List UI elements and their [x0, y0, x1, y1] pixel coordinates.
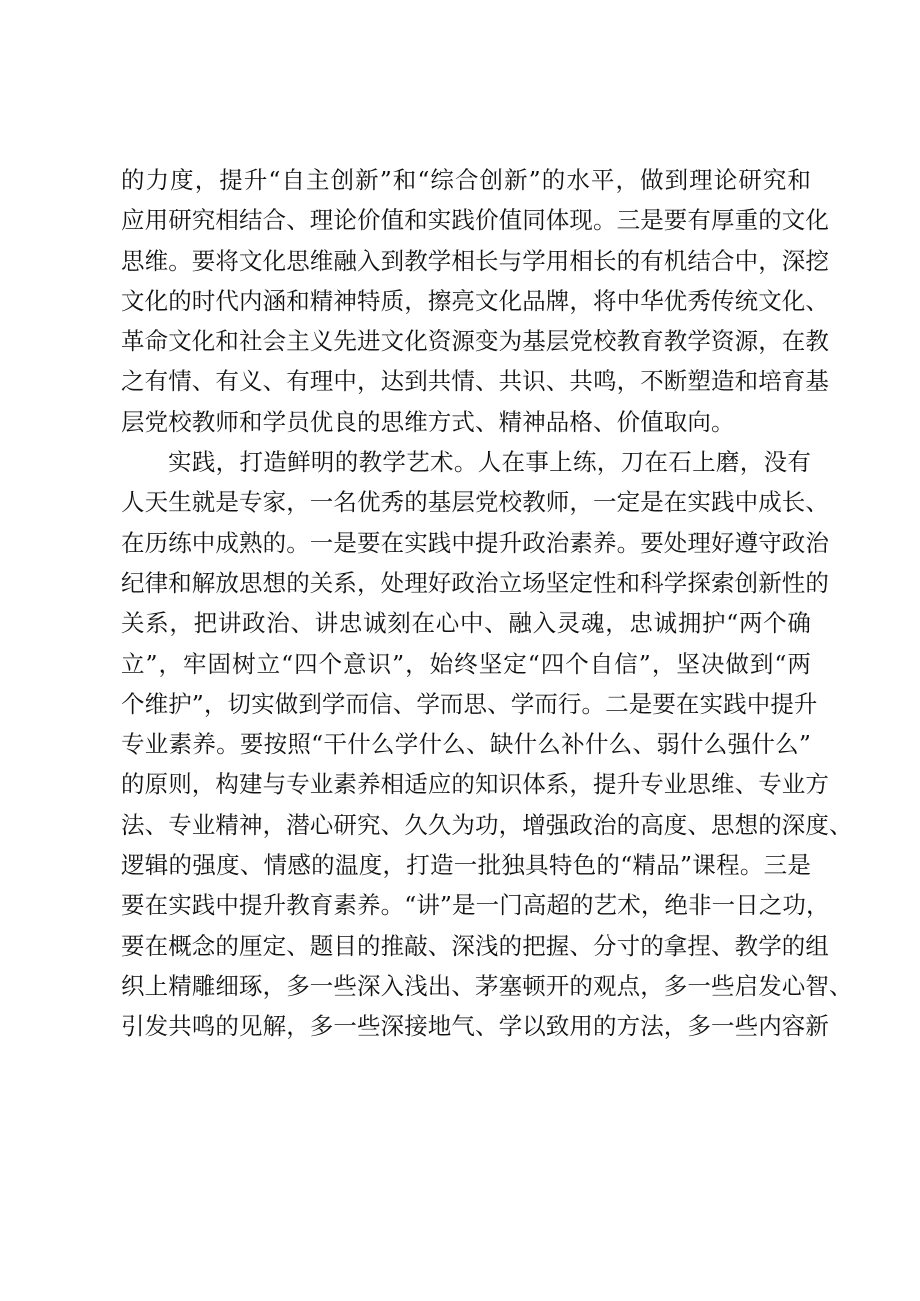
- text-line: 立”，牢固树立“四个意识”，始终坚定“四个自信”，坚决做到“两: [121, 649, 811, 678]
- text-line: 逻辑的强度、情感的温度，打造一批独具特色的“精品”课程。三是: [121, 851, 811, 880]
- text-line: 实践，打造鲜明的教学艺术。人在事上练，刀在石上磨，没有: [168, 448, 811, 477]
- text-line: 关系，把讲政治、讲忠诚刻在心中、融入灵魂，忠诚拥护“两个确: [121, 609, 811, 638]
- paragraph-2: [121, 442, 853, 1046]
- text-line: 人天生就是专家，一名优秀的基层党校教师，一定是在实践中成长、: [121, 488, 829, 517]
- text-line: 引发共鸣的见解，多一些深接地气、学以致用的方法，多一些内容新: [121, 1012, 829, 1041]
- text-line: 之有情、有义、有理中，达到共情、共识、共鸣，不断塑造和培育基: [121, 367, 829, 396]
- text-line: 要在概念的厘定、题目的推敲、深浅的把握、分寸的拿捏、教学的组: [121, 931, 829, 960]
- text-line: 在历练中成熟的。一是要在实践中提升政治素养。要处理好遵守政治: [121, 528, 829, 557]
- text-line: 织上精雕细琢，多一些深入浅出、茅塞顿开的观点，多一些启发心智、: [121, 971, 853, 1000]
- paragraph-1: [121, 160, 829, 442]
- text-line: 层党校教师和学员优良的思维方式、精神品格、价值取向。: [121, 407, 735, 436]
- text-line: 文化的时代内涵和精神特质，擦亮文化品牌，将中华优秀传统文化、: [121, 286, 829, 315]
- text-line: 纪律和解放思想的关系，处理好政治立场坚定性和科学探索创新性的: [121, 568, 829, 597]
- text-line: 应用研究相结合、理论价值和实践价值同体现。三是要有厚重的文化: [121, 206, 829, 235]
- body-text: [121, 160, 853, 1047]
- text-line: 法、专业精神，潜心研究、久久为功，增强政治的高度、思想的深度、: [121, 810, 853, 839]
- text-line: 思维。要将文化思维融入到教学相长与学用相长的有机结合中，深挖: [121, 246, 829, 275]
- text-line: 要在实践中提升教育素养。“讲”是一门高超的艺术，绝非一日之功，: [121, 891, 830, 920]
- text-line: 个维护”，切实做到学而信、学而思、学而行。二是要在实践中提升: [121, 689, 818, 718]
- text-line: 革命文化和社会主义先进文化资源变为基层党校教育教学资源，在教: [121, 327, 829, 356]
- text-line: 的力度，提升“自主创新”和“综合创新”的水平，做到理论研究和: [121, 166, 811, 194]
- text-line: 的原则，构建与专业素养相适应的知识体系，提升专业思维、专业方: [121, 770, 829, 799]
- text-line: 专业素养。要按照“干什么学什么、缺什么补什么、弱什么强什么”: [121, 730, 811, 759]
